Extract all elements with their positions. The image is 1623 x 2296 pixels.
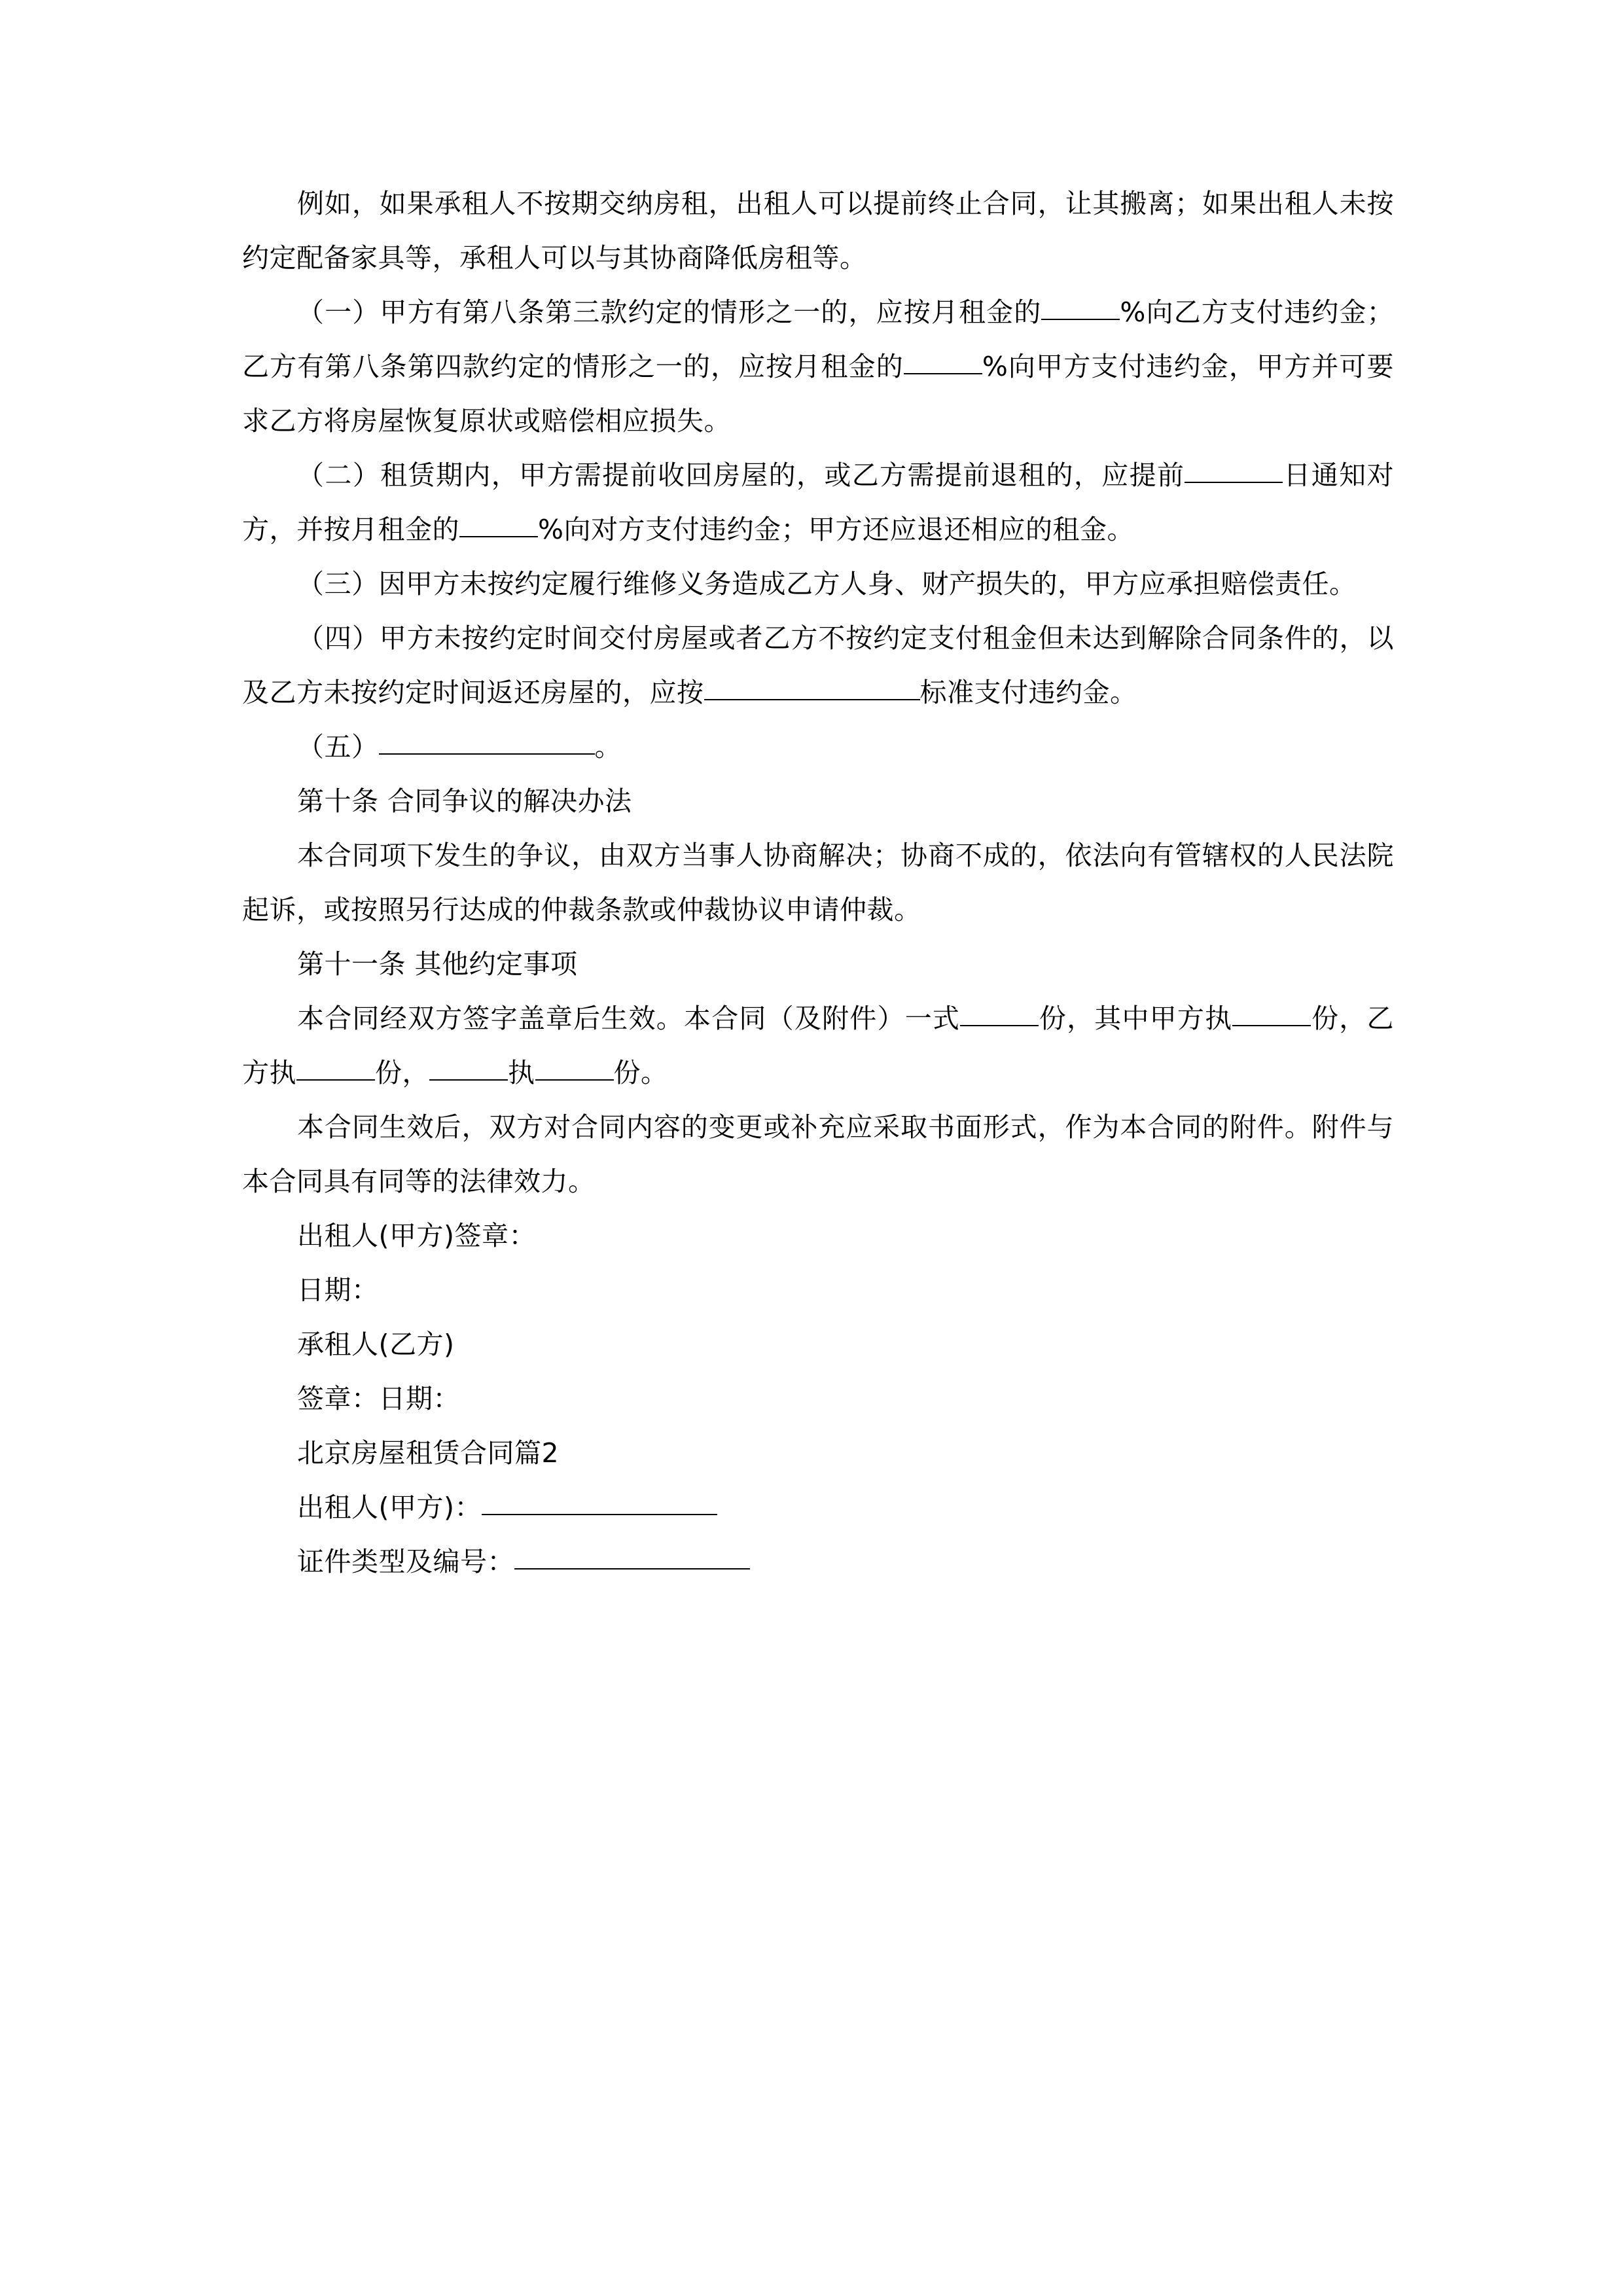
fill-in-blank[interactable] <box>904 373 982 374</box>
text-run: 证件类型及编号： <box>297 1546 514 1577</box>
fill-in-blank[interactable] <box>960 1025 1039 1026</box>
fill-in-blank[interactable] <box>535 1079 614 1081</box>
text-run: 份，其中甲方执 <box>1039 1003 1233 1034</box>
paragraph-item-three: （三）因甲方未按约定履行维修义务造成乙方人身、财产损失的，甲方应承担赔偿责任。 <box>297 568 1357 600</box>
text-run: 本合同经双方签字盖章后生效。本合同（及附件）一式 <box>297 1003 961 1034</box>
fill-in-blank[interactable] <box>1041 319 1120 320</box>
text-run: %向对方支付违约金；甲方还应退还相应的租金。 <box>538 514 1134 545</box>
fill-in-blank[interactable] <box>379 753 595 755</box>
heading-next-contract: 北京房屋租赁合同篇2 <box>297 1437 560 1469</box>
signature-date-tenant: 签章：日期： <box>297 1383 460 1414</box>
fill-in-blank[interactable] <box>482 1514 717 1515</box>
fill-in-blank[interactable] <box>459 536 538 537</box>
fill-in-blank[interactable] <box>514 1568 750 1570</box>
fill-in-blank[interactable] <box>296 1079 375 1081</box>
text-run: 执 <box>508 1057 535 1088</box>
text-run: 标准支付违约金。 <box>919 677 1137 708</box>
paragraph-example-clause: 例如，如果承租人不按期交纳房租，出租人可以提前终止合同，让其搬离；如果出租人未按约定配备家具等，承租人可以与其协商降低房租等。 <box>242 188 1394 274</box>
fill-in-blank[interactable] <box>429 1079 508 1081</box>
fill-in-blank[interactable] <box>1232 1025 1311 1026</box>
signature-date-landlord: 日期： <box>297 1274 379 1306</box>
signature-line-landlord: 出租人(甲方)签章： <box>297 1220 536 1251</box>
paragraph-article-eleven-amendment: 本合同生效后，双方对合同内容的变更或补充应采取书面形式，作为本合同的附件。附件与本合同具有同等的法律效力。 <box>242 1111 1394 1197</box>
paragraph-item-five <box>242 720 1394 774</box>
document-body <box>242 177 1394 1589</box>
heading-article-ten: 第十条 合同争议的解决办法 <box>297 785 632 817</box>
fill-in-blank[interactable] <box>704 699 920 700</box>
text-run: %向乙方支付违约金；乙方有第八条第四款约定的情形之一的，应按月租金的 <box>242 296 1394 382</box>
paragraph-item-one <box>242 285 1394 448</box>
heading-article-eleven: 第十一条 其他约定事项 <box>297 948 578 980</box>
text-run: 。 <box>594 731 622 762</box>
text-run: 出租人(甲方)： <box>297 1492 482 1523</box>
field-landlord-name <box>242 1480 1394 1535</box>
paragraph-item-two <box>242 448 1394 557</box>
paragraph-article-ten-body: 本合同项下发生的争议，由双方当事人协商解决；协商不成的，依法向有管辖权的人民法院起诉，或按照另行达成的仲裁条款或仲裁协议申请仲裁。 <box>242 840 1394 925</box>
paragraph-article-eleven-copies <box>242 992 1394 1100</box>
text-run: （一）甲方有第八条第三款约定的情形之一的，应按月租金的 <box>297 296 1042 328</box>
text-run: %向甲方支付违约金，甲方并可要求乙方将房屋恢复原状或赔偿相应损失。 <box>242 351 1394 437</box>
text-run: 份。 <box>613 1057 668 1088</box>
text-run: （四）甲方未按约定时间交付房屋或者乙方不按约定支付租金但未达到解除合同条件的，以及乙方未按约定时间返还房屋的，应按 <box>242 622 1394 708</box>
field-landlord-id <box>242 1535 1394 1589</box>
text-run: （二）租赁期内，甲方需提前收回房屋的，或乙方需提前退租的，应提前 <box>297 459 1185 491</box>
text-run: 份，乙方执 <box>242 1003 1395 1088</box>
signature-line-tenant: 承租人(乙方) <box>297 1329 455 1360</box>
fill-in-blank[interactable] <box>1185 482 1283 483</box>
text-run: 日通知对方，并按月租金的 <box>242 459 1395 545</box>
text-run: 份， <box>375 1057 429 1088</box>
paragraph-item-four <box>242 611 1394 720</box>
text-run: （五） <box>297 731 379 762</box>
